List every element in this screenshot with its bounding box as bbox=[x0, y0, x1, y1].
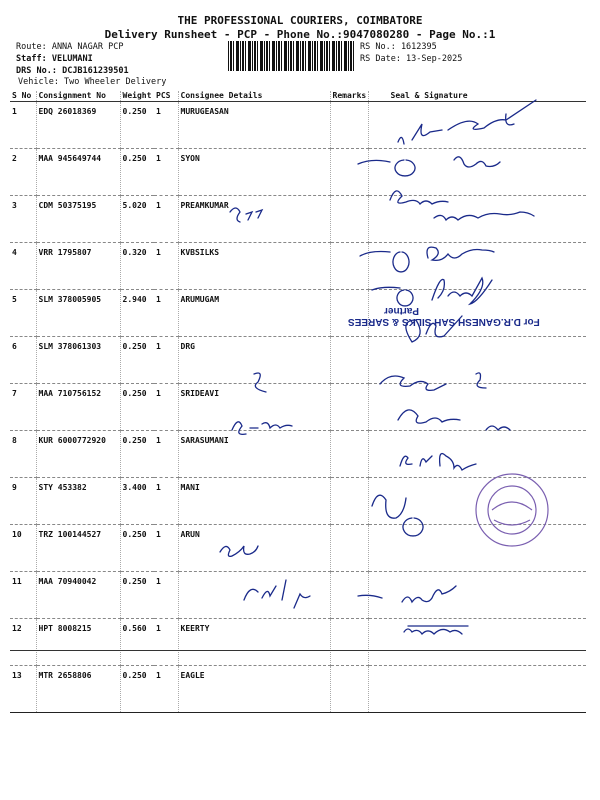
row-consignment-no: SLM 378005905 bbox=[36, 290, 120, 337]
row-remarks bbox=[330, 243, 368, 290]
row-consignee: DRG bbox=[178, 337, 330, 384]
row-pcs: 1 bbox=[154, 337, 178, 384]
drs-value: DCJB161239501 bbox=[62, 66, 129, 76]
row-consignee: ARUMUGAM bbox=[178, 290, 330, 337]
row-weight: 0.250 bbox=[120, 572, 154, 619]
staff-label: Staff: bbox=[16, 54, 47, 64]
row-seal-signature bbox=[368, 337, 586, 384]
row-pcs: 1 bbox=[154, 243, 178, 290]
row-sno: 10 bbox=[10, 525, 36, 572]
stamp-partner: Partner bbox=[384, 305, 420, 316]
table-row bbox=[10, 619, 586, 666]
row-sno: 8 bbox=[10, 431, 36, 478]
row-consignee: KEERTY bbox=[178, 619, 330, 666]
row-weight: 2.940 bbox=[120, 290, 154, 337]
row-seal-signature bbox=[368, 196, 586, 243]
row-consignee: MURUGEASAN bbox=[178, 102, 330, 149]
col-weight: Weight bbox=[120, 91, 154, 102]
row-seal-signature bbox=[368, 572, 586, 619]
row-consignee: SYON bbox=[178, 149, 330, 196]
row-pcs: 1 bbox=[154, 196, 178, 243]
row-sno: 7 bbox=[10, 384, 36, 431]
row-sno: 12 bbox=[10, 619, 36, 666]
row-pcs: 1 bbox=[154, 619, 178, 666]
row-sno: 3 bbox=[10, 196, 36, 243]
row-consignee: SRIDEAVI bbox=[178, 384, 330, 431]
row-sno: 2 bbox=[10, 149, 36, 196]
barcode-image bbox=[228, 41, 354, 71]
row-weight: 0.250 bbox=[120, 384, 154, 431]
drs-label: DRS No.: bbox=[16, 66, 57, 76]
row-pcs: 1 bbox=[154, 478, 178, 525]
row-seal-signature bbox=[368, 619, 586, 666]
row-pcs: 1 bbox=[154, 102, 178, 149]
table-row bbox=[10, 478, 586, 525]
row-consignment-no: MTR 2658806 bbox=[36, 666, 120, 713]
row-consignment-no: VRR 1795807 bbox=[36, 243, 120, 290]
row-weight: 0.250 bbox=[120, 337, 154, 384]
table-row bbox=[10, 243, 586, 290]
row-sno: 9 bbox=[10, 478, 36, 525]
row-consignee: EAGLE bbox=[178, 666, 330, 713]
col-consignment: Consignment No bbox=[36, 91, 120, 102]
row-pcs: 1 bbox=[154, 431, 178, 478]
row-consignee: ARUN bbox=[178, 525, 330, 572]
drs-line bbox=[16, 66, 129, 76]
row-remarks bbox=[330, 525, 368, 572]
row-consignment-no: HPT 8008215 bbox=[36, 619, 120, 666]
row-remarks bbox=[330, 196, 368, 243]
row-consignee: MANI bbox=[178, 478, 330, 525]
rs-date: RS Date: 13-Sep-2025 bbox=[360, 54, 463, 64]
row-seal-signature bbox=[368, 525, 586, 572]
row-weight: 5.020 bbox=[120, 196, 154, 243]
row-consignee: KVBSILKS bbox=[178, 243, 330, 290]
row-weight: 0.250 bbox=[120, 431, 154, 478]
row-seal-signature bbox=[368, 666, 586, 713]
table-row bbox=[10, 102, 586, 149]
row-consignment-no: SLM 378061303 bbox=[36, 337, 120, 384]
row-sno: 4 bbox=[10, 243, 36, 290]
row-sno: 11 bbox=[10, 572, 36, 619]
col-remarks: Remarks bbox=[330, 91, 368, 102]
col-seal-signature: Seal & Signature bbox=[368, 91, 586, 102]
row-seal-signature bbox=[368, 149, 586, 196]
row-weight: 3.400 bbox=[120, 478, 154, 525]
row-consignment-no: MAA 945649744 bbox=[36, 149, 120, 196]
row-consignee: PREAMKUMAR bbox=[178, 196, 330, 243]
row-pcs: 1 bbox=[154, 525, 178, 572]
row-pcs: 1 bbox=[154, 384, 178, 431]
row-weight: 0.250 bbox=[120, 666, 154, 713]
row-remarks bbox=[330, 337, 368, 384]
row-remarks bbox=[330, 290, 368, 337]
table-header-row bbox=[10, 91, 586, 102]
runsheet-subtitle: Delivery Runsheet - PCP - Phone No.:9047080280 - Page No.:1 bbox=[104, 28, 496, 41]
row-remarks bbox=[330, 666, 368, 713]
row-consignee bbox=[178, 572, 330, 619]
staff-line bbox=[16, 54, 93, 64]
rs-number: RS No.: 1612395 bbox=[360, 42, 437, 52]
row-consignee: SARASUMANI bbox=[178, 431, 330, 478]
row-seal-signature bbox=[368, 431, 586, 478]
row-remarks bbox=[330, 619, 368, 666]
row-remarks bbox=[330, 384, 368, 431]
route-label: Route: ANNA NAGAR PCP bbox=[16, 42, 124, 52]
row-consignment-no: STY 453382 bbox=[36, 478, 120, 525]
runsheet-table bbox=[10, 91, 586, 713]
row-consignment-no: MAA 70940042 bbox=[36, 572, 120, 619]
row-seal-signature bbox=[368, 384, 586, 431]
vehicle-label: Vehicle: Two Wheeler Delivery bbox=[18, 77, 167, 87]
table-row bbox=[10, 337, 586, 384]
row-pcs: 1 bbox=[154, 290, 178, 337]
row-weight: 0.560 bbox=[120, 619, 154, 666]
company-title: THE PROFESSIONAL COURIERS, COIMBATORE bbox=[177, 14, 423, 27]
col-pcs: PCS bbox=[154, 91, 178, 102]
staff-value: VELUMANI bbox=[51, 54, 93, 64]
row-remarks bbox=[330, 149, 368, 196]
row-seal-signature bbox=[368, 478, 586, 525]
row-pcs: 1 bbox=[154, 149, 178, 196]
row-sno: 5 bbox=[10, 290, 36, 337]
table-row bbox=[10, 384, 586, 431]
row-sno: 1 bbox=[10, 102, 36, 149]
row-weight: 0.250 bbox=[120, 525, 154, 572]
row-pcs: 1 bbox=[154, 666, 178, 713]
row-consignment-no: CDM 50375195 bbox=[36, 196, 120, 243]
col-consignee: Consignee Details bbox=[178, 91, 330, 102]
row-remarks bbox=[330, 431, 368, 478]
row-consignment-no: KUR 6000772920 bbox=[36, 431, 120, 478]
table-row bbox=[10, 149, 586, 196]
row-seal-signature bbox=[368, 102, 586, 149]
row-remarks bbox=[330, 478, 368, 525]
row-sno: 6 bbox=[10, 337, 36, 384]
row-remarks bbox=[330, 102, 368, 149]
row-pcs: 1 bbox=[154, 572, 178, 619]
row-consignment-no: MAA 710756152 bbox=[36, 384, 120, 431]
row-consignment-no: TRZ 100144527 bbox=[36, 525, 120, 572]
row-consignment-no: EDQ 26018369 bbox=[36, 102, 120, 149]
row-weight: 0.250 bbox=[120, 102, 154, 149]
row-weight: 0.250 bbox=[120, 149, 154, 196]
row-sno: 13 bbox=[10, 666, 36, 713]
table-row bbox=[10, 196, 586, 243]
row-seal-signature bbox=[368, 243, 586, 290]
row-remarks bbox=[330, 572, 368, 619]
table-bottom-rule bbox=[10, 650, 586, 651]
stamp-firm-name: For D.R.GANESH SAH SILKS & SAREES bbox=[348, 316, 540, 327]
table-row bbox=[10, 666, 586, 713]
table-row bbox=[10, 290, 586, 337]
table-row bbox=[10, 431, 586, 478]
col-sno: S No bbox=[10, 91, 36, 102]
row-weight: 0.320 bbox=[120, 243, 154, 290]
table-row bbox=[10, 525, 586, 572]
table-row bbox=[10, 572, 586, 619]
